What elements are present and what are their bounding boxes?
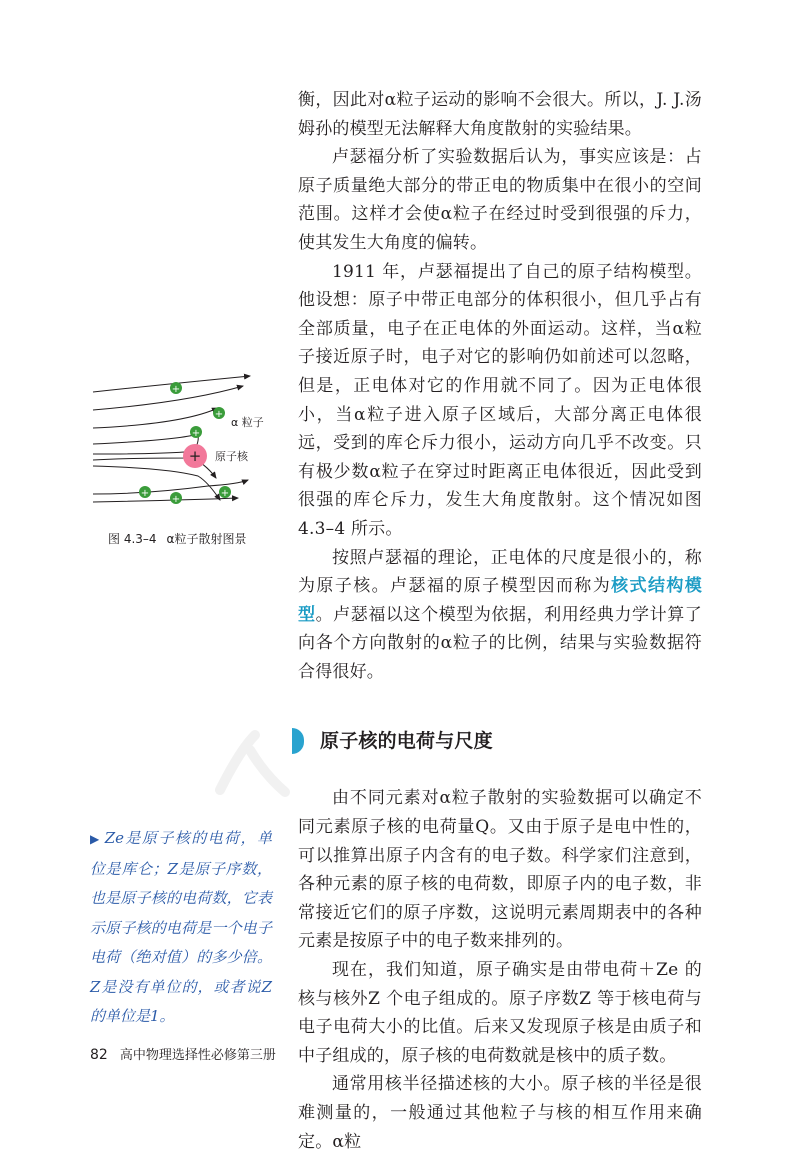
scattering-diagram [88,368,288,518]
paragraph-1: 衡，因此对α粒子运动的影响不会很大。所以，J. J.汤姆孙的模型无法解释大角度散射的实验结果。 [298,90,702,139]
alpha-particles [139,382,231,505]
svg-text:+: + [140,488,150,499]
watermark [210,730,290,800]
paragraph-5: 由不同元素对α粒子散射的实验数据可以确定不同元素原子核的电荷量Q。又由于原子是电中性的，可以推算出原子内含有的电子数。科学家们注意到，各种元素的原子核的电荷数，即原子内的电子数，非常接近它们的原子序数，这说明元素周期表中的各种元素是按原子中的电子数来排列的。 [298,788,702,952]
note-marker-icon: ▶ [90,832,101,846]
paragraph-4-text-b: 。卢瑟福以这个模型为依据，利用经典力学计算了向各个方向散射的α粒子的比例，结果与实验数据符合得很好。 [298,604,703,682]
paragraph-6: 现在，我们知道，原子确实是由带电荷＋Ze 的核与核外Z 个电子组成的。原子序数Z 等于核电荷与电子电荷大小的比值。后来又发现原子核是由质子和中子组成的，原子核的电荷数就是核中的质子数。 [298,960,702,1066]
key-term-highlight: 核式结构模型 [298,576,702,625]
svg-text:+: + [220,488,230,499]
paragraph-4-text-a: 按照卢瑟福的理论，正电体的尺度是很小的，称为原子核。卢瑟福的原子模型因而称为 [298,547,702,597]
side-note-text: Ze是原子核的电荷，单位是库仑；Z是原子序数，也是原子核的电荷数，它表示原子核的电荷是一个电子电荷（绝对值）的多少倍。Z是没有单位的，或者说Z的单位是1。 [90,829,272,1025]
section-title: 原子核的电荷与尺度 [320,730,493,753]
section-marker-icon [292,728,304,754]
section-heading [292,724,702,758]
paragraph-7: 通常用核半径描述核的大小。原子核的半径是很难测量的，一般通过其他粒子与核的相互作用来确定。α粒 [298,1074,702,1152]
label-alpha-particle: α 粒子 [231,416,264,429]
figure-number: 图 4.3–4 [108,532,157,546]
figure-caption-text: α粒子散射图景 [166,532,247,546]
main-text [298,86,702,1156]
paragraph-4 [298,544,702,687]
label-nucleus: 原子核 [215,450,248,463]
nucleus-plus-sign: + [188,447,202,465]
page-number: 82 [90,1047,108,1063]
svg-text:+: + [191,428,201,439]
page-footer [90,1044,276,1063]
figure-caption [108,530,256,547]
paragraph-3: 1911 年，卢瑟福提出了自己的原子结构模型。他设想：原子中带正电部分的体积很小，但几乎占有全部质量，电子在正电体的外面运动。这样，当α粒子接近原子时，电子对它的影响仍如前述可以忽略，但是，正电体对它的作用就不同了。因为正电体很小，当α粒子进入原子区域后，大部分离正电体很远，受到的库仑斥力很小，运动方向几乎不改变。只有极少数α粒子在穿过时距离正电体很近，因此受到很强的库仑斥力，发生大角度散射。这个情况如图 4.3–4 所示。 [298,261,702,539]
svg-text:+: + [214,409,224,420]
paragraph-2: 卢瑟福分析了实验数据后认为，事实应该是：占原子质量绝大部分的带正电的物质集中在很小的空间范围。这样才会使α粒子在经过时受到很强的斥力，使其发生大角度的偏转。 [298,147,702,253]
svg-text:+: + [171,384,181,395]
svg-text:+: + [171,494,181,505]
alpha-scattering-figure [88,368,288,518]
side-note [90,824,272,1032]
book-title: 高中物理选择性必修第三册 [119,1048,276,1063]
